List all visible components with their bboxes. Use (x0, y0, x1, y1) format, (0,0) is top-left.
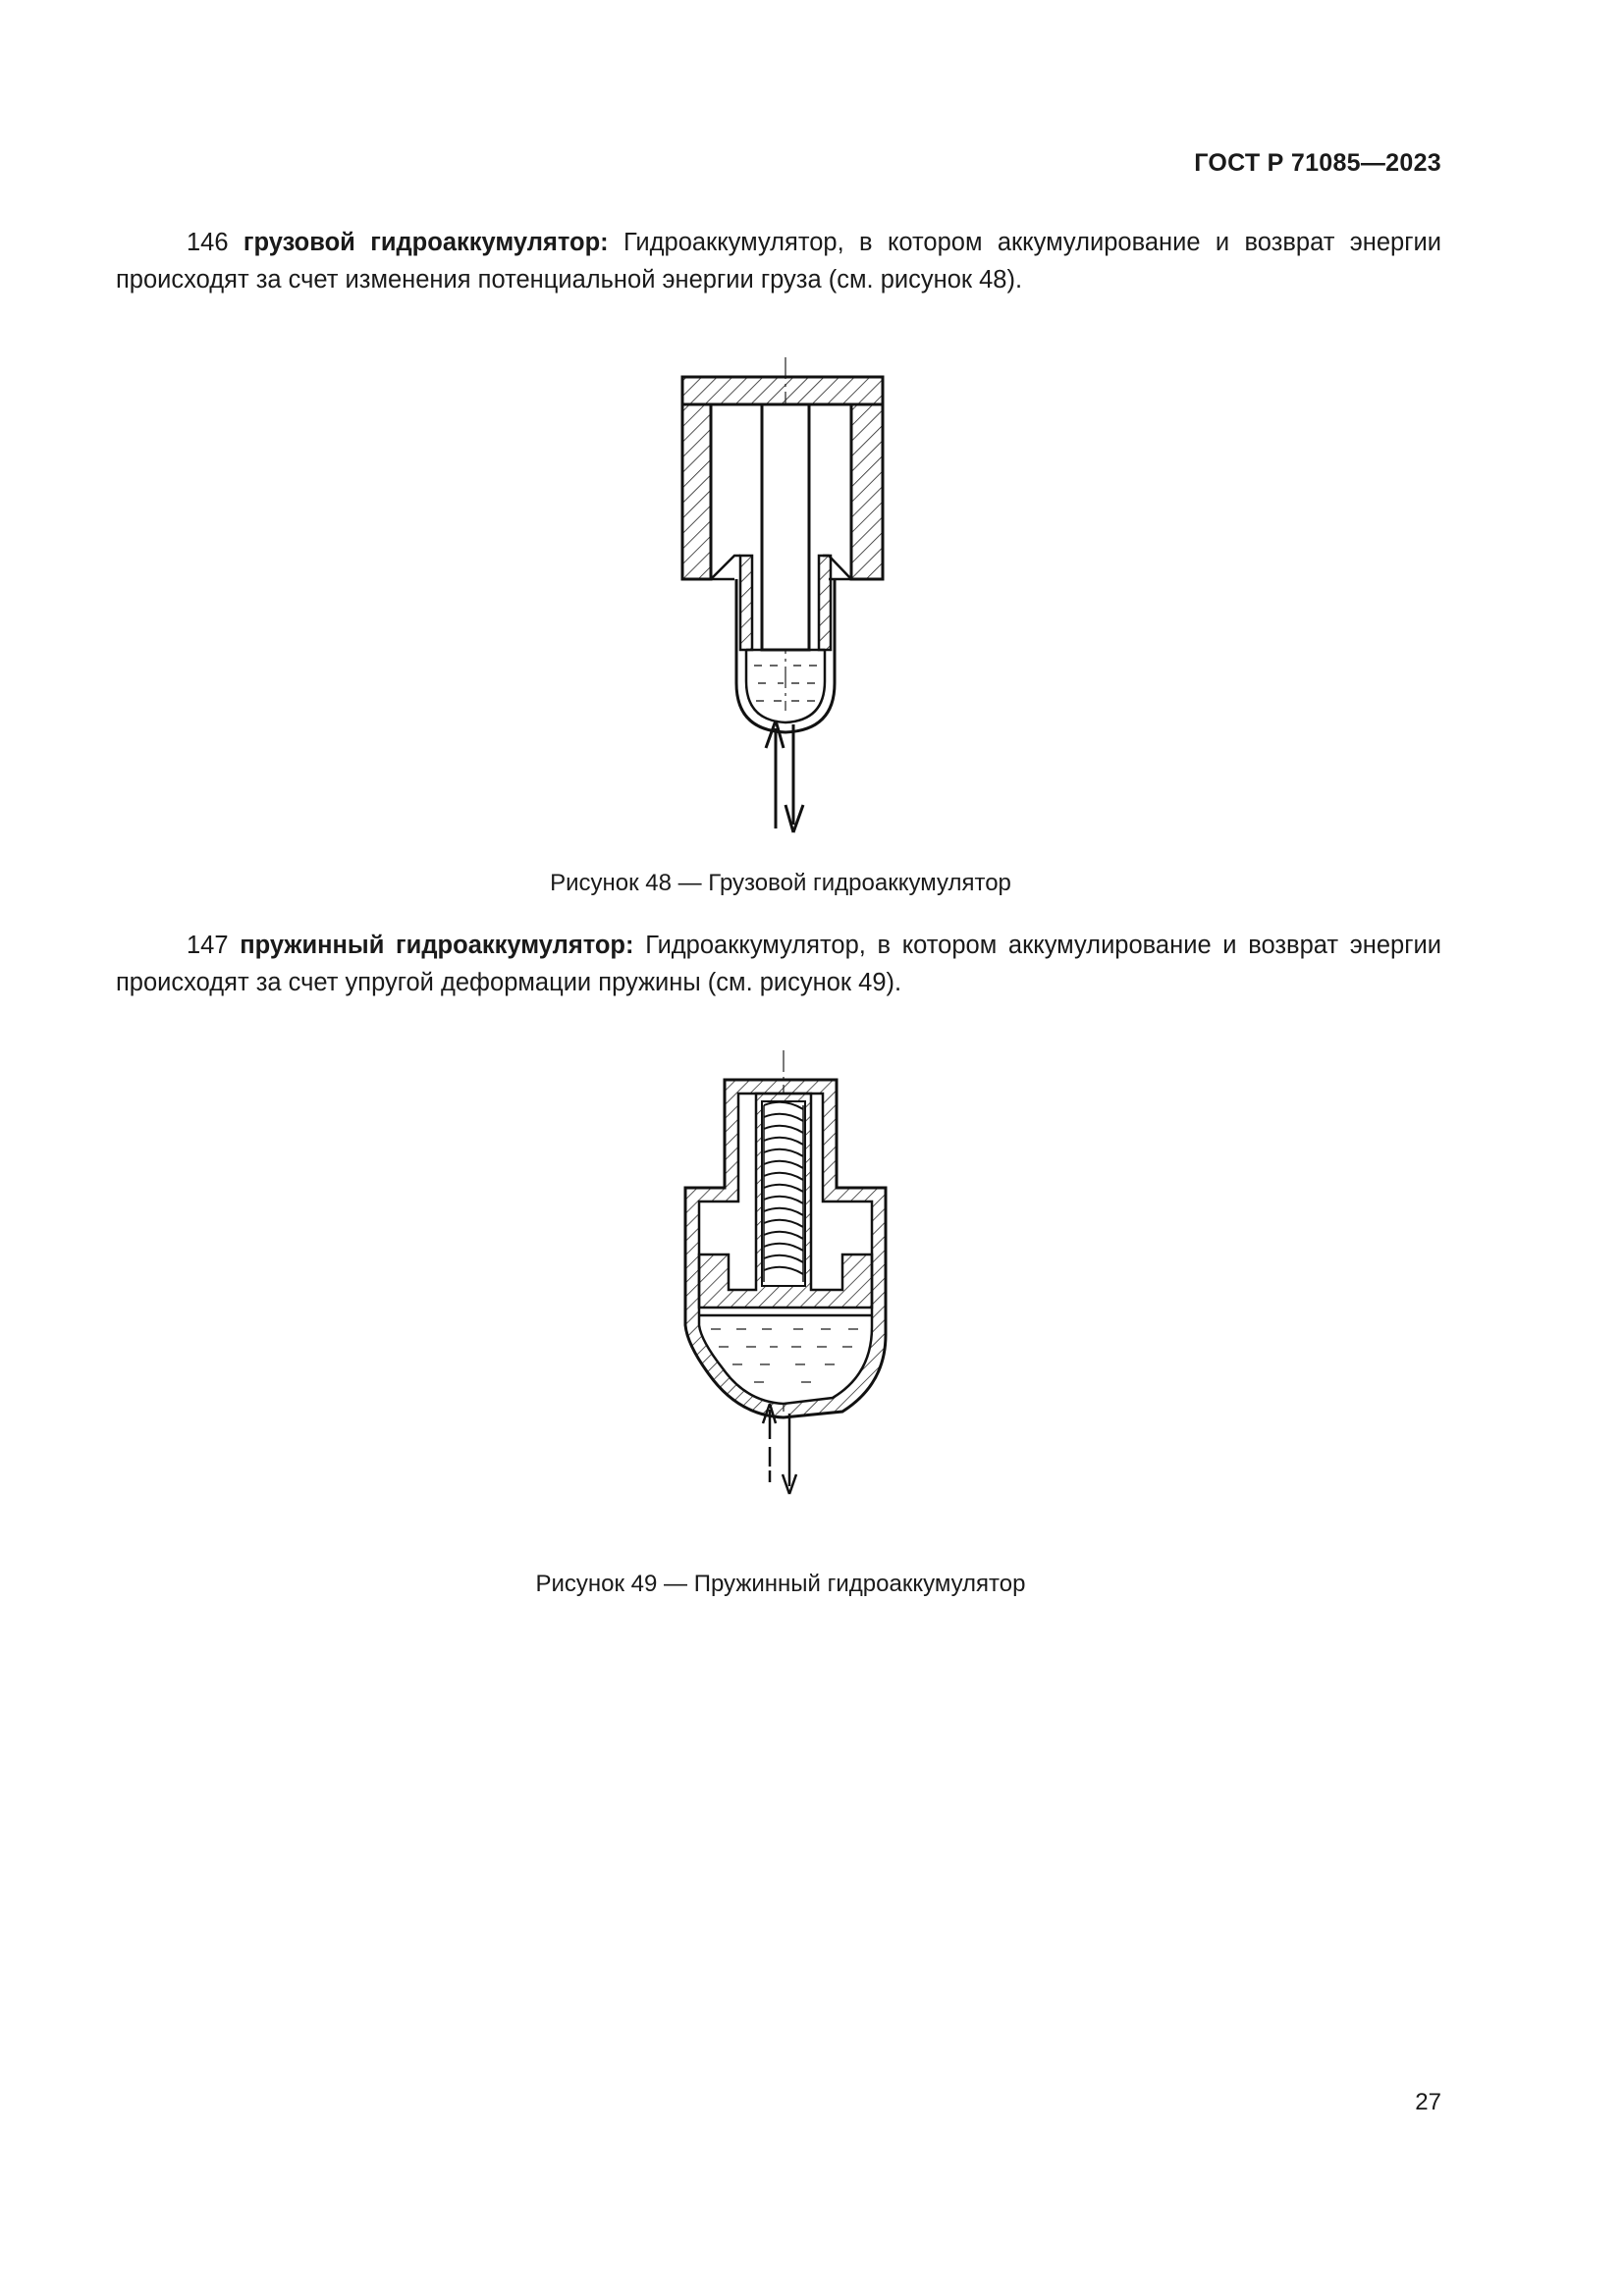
page-number: 27 (1415, 2089, 1441, 2115)
entry-term: пружинный гидроаккумулятор: (240, 932, 634, 959)
entry-definition: Гидроаккумулятор, в котором аккумулирование и возврат энергии происходят за счет упругой деформации пружины (см. рисунок 49). (116, 932, 1442, 996)
entry-definition: Гидроаккумулятор, в котором аккумулирование и возврат энергии происходят за счет изменения потенциальной энергии груза (см. рисунок 48). (116, 229, 1441, 294)
figure-49-caption: Рисунок 49 — Пружинный гидроаккумулятор (535, 1571, 1026, 1597)
entry-term: грузовой гидроаккумулятор: (243, 229, 609, 256)
figure-48-caption: Рисунок 48 — Грузовой гидроаккумулятор (550, 870, 1011, 896)
entry-number: 146 (187, 229, 229, 256)
figure-49-spring-accumulator-drawing (668, 1050, 903, 1541)
entry-number: 147 (187, 932, 229, 959)
term-entry-146 (116, 224, 1441, 298)
document-header: ГОСТ Р 71085—2023 (1194, 149, 1441, 177)
term-entry-147 (116, 927, 1441, 1001)
figure-48-weight-accumulator-drawing (668, 349, 903, 840)
